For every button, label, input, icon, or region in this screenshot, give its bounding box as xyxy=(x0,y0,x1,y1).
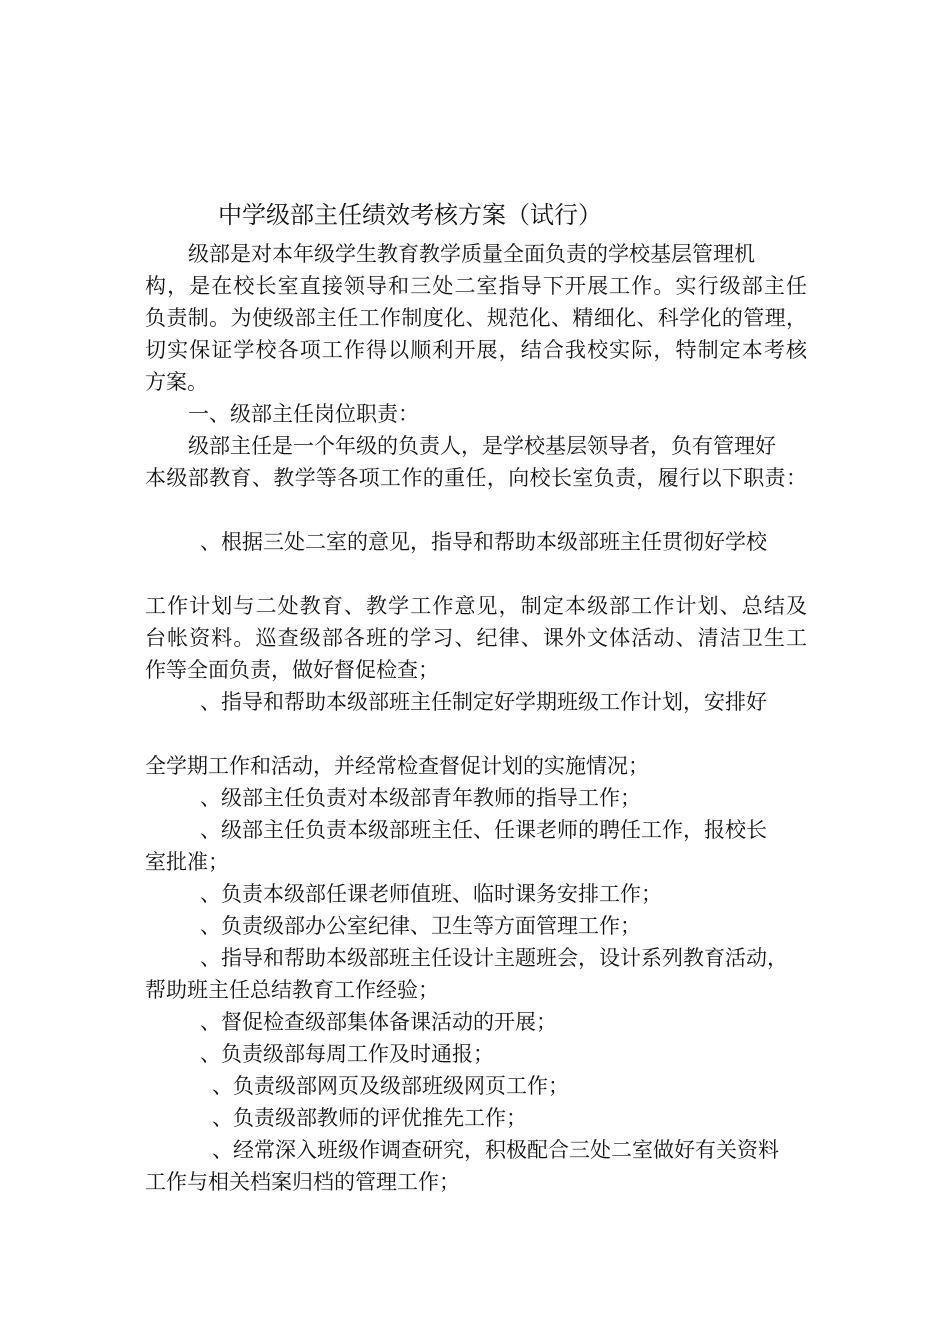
duty-item-line: 工作计划与二处教育、教学工作意见，制定本级部工作计划、总结及 xyxy=(145,594,807,618)
duties-intro-line: 级部主任是一个年级的负责人，是学校基层领导者，负有管理好 xyxy=(188,434,776,458)
duty-item-line: 、指导和帮助本级部班主任设计主题班会，设计系列教育活动， xyxy=(200,946,788,970)
duty-item-line: 台帐资料。巡查级部各班的学习、纪律、课外文体活动、清洁卫生工 xyxy=(145,626,807,650)
intro-line: 构，是在校长室直接领导和三处二室指导下开展工作。实行级部主任 xyxy=(145,274,807,298)
duty-item-line: 帮助班主任总结教育工作经验； xyxy=(145,978,439,1002)
intro-line: 级部是对本年级学生教育教学质量全面负责的学校基层管理机 xyxy=(188,242,755,266)
duty-item-line: 、经常深入班级作调查研究，积极配合三处二室做好有关资料 xyxy=(212,1138,779,1162)
duty-item-line: 、负责级部办公室纪律、卫生等方面管理工作； xyxy=(200,914,641,938)
duty-item-line: 工作与相关档案归档的管理工作； xyxy=(145,1170,460,1194)
duty-item-line: 、督促检查级部集体备课活动的开展； xyxy=(200,1010,557,1034)
intro-line: 方案。 xyxy=(145,370,208,394)
duty-item-line: 、级部主任负责本级部班主任、任课老师的聘任工作，报校长 xyxy=(200,818,767,842)
duty-item-line: 、根据三处二室的意见，指导和帮助本级部班主任贯彻好学校 xyxy=(200,530,767,554)
duty-item-line: 、负责级部每周工作及时通报； xyxy=(200,1042,494,1066)
intro-line: 负责制。为使级部主任工作制度化、规范化、精细化、科学化的管理， xyxy=(145,306,807,330)
duty-item-line: 全学期工作和活动，并经常检查督促计划的实施情况； xyxy=(145,754,649,778)
section-heading: 一、级部主任岗位职责： xyxy=(188,402,419,426)
intro-line: 切实保证学校各项工作得以顺利开展，结合我校实际，特制定本考核 xyxy=(145,338,807,362)
duty-item-line: 室批准； xyxy=(145,850,229,874)
document-title: 中学级部主任绩效考核方案（试行） xyxy=(218,201,602,229)
duty-item-line: 、负责级部网页及级部班级网页工作； xyxy=(212,1074,569,1098)
duty-item-line: 作等全面负责，做好督促检查； xyxy=(145,658,439,682)
duties-intro-line: 本级部教育、教学等各项工作的重任，向校长室负责，履行以下职责： xyxy=(145,466,807,490)
duty-item-line: 、指导和帮助本级部班主任制定好学期班级工作计划，安排好 xyxy=(200,690,767,714)
duty-item-line: 、负责级部教师的评优推先工作； xyxy=(212,1106,527,1130)
duty-item-line: 、级部主任负责对本级部青年教师的指导工作； xyxy=(200,786,641,810)
duty-item-line: 、负责本级部任课老师值班、临时课务安排工作； xyxy=(200,882,662,906)
